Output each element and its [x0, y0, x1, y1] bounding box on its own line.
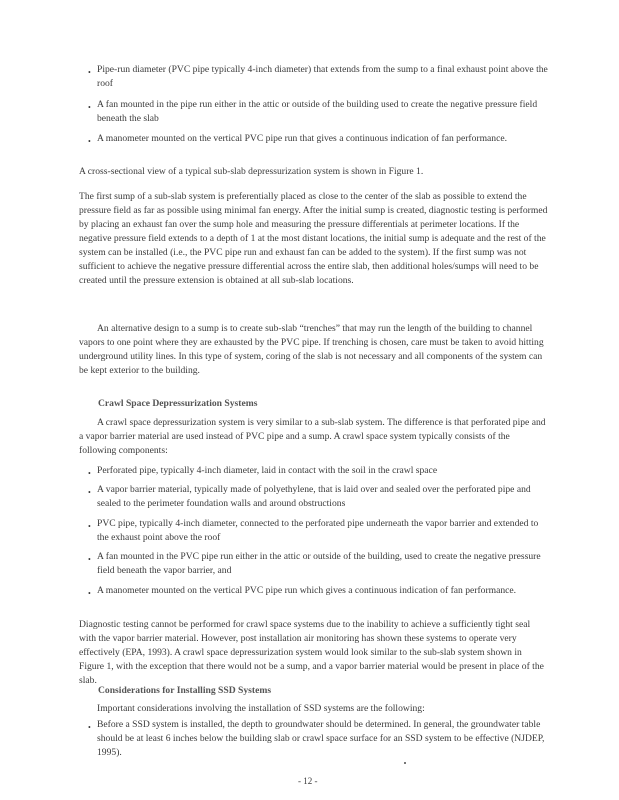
bullet-marker: •: [88, 137, 91, 146]
bullet-marker: •: [88, 589, 91, 598]
bullet-marker: •: [88, 68, 91, 77]
intro-bullet-text: A fan mounted in the pipe run either in the attic or outside of the building used to create the negative pressure field beneath the slab: [97, 99, 538, 124]
page-number: - 12 -: [298, 776, 318, 786]
crawl-bullet-text: PVC pipe, typically 4-inch diameter, connected to the perforated pipe underneath the vapor barrier and extended to the exhaust point above the roof: [97, 518, 539, 543]
paragraph-sump-placement: The first sump of a sub-slab system is preferentially placed as close to the center of the slab as possible to extend the pressure field as far as possible using minimal fan energy. After the initial sump is created, diagnostic testing is performed by placing an exhaust fan over the sump hole and measuring the pressure differentials at perimeter locations. If the negative pressure field extends to a depth of 1 at the most distant locations, the initial sump is adequate and the rest of the system can be installed (i.e., the PVC pipe run and exhaust fan can be added to the system). If the first sump was not sufficient to achieve the negative pressure differential across the entire slab, then additional holes/sumps will need to be created until the pressure extension is obtained at all sub-slab locations.: [79, 191, 548, 286]
figure-reference: A cross-sectional view of a typical sub-slab depressurization system is shown in Figure 1.: [79, 166, 424, 177]
consideration-bullet-text: Before a SSD system is installed, the depth to groundwater should be determined. In general, the groundwater table should be at least 6 inches below the building slab or crawl space surface for an SSD system to be effective (NJDEP, 1995).: [97, 719, 545, 758]
bullet-marker: •: [88, 103, 91, 112]
paragraph-trenches: An alternative design to a sump is to create sub-slab “trenches” that may run the length of the building to channel vapors to one point where they are exhausted by the PVC pipe. If trenching is chosen, care must be taken to avoid hitting underground utility lines. In this type of system, coring of the slab is not necessary and all components of the system can be kept exterior to the building.: [79, 323, 544, 376]
bullet-marker: •: [88, 488, 91, 497]
speck-mark: [404, 762, 406, 764]
paragraph-considerations-intro: Important considerations involving the installation of SSD systems are the following:: [97, 703, 425, 714]
crawl-bullet-text: A manometer mounted on the vertical PVC pipe run which gives a continuous indication of fan performance.: [97, 585, 517, 596]
bullet-marker: •: [88, 555, 91, 564]
crawl-bullet-text: A vapor barrier material, typically made of polyethylene, that is laid over and sealed over the perforated pipe and sealed to the perimeter foundation walls and around obstructions: [97, 484, 531, 509]
bullet-marker: •: [88, 469, 91, 478]
bullet-marker: •: [88, 723, 91, 732]
crawl-bullet-text: A fan mounted in the PVC pipe run either in the attic or outside of the building, used to create the negative pressure field beneath the vapor barrier, and: [97, 551, 541, 576]
paragraph-diagnostic-testing: Diagnostic testing cannot be performed for crawl space systems due to the inability to achieve a sufficiently tight seal with the vapor barrier material. However, post installation air monitoring has shown these systems to operate very effectively (EPA, 1993). A crawl space depressurization system would look similar to the sub-slab system shown in Figure 1, with the exception that there would not be a sump, and a vapor barrier material would be present in place of the slab.: [79, 619, 544, 686]
crawl-bullet-text: Perforated pipe, typically 4-inch diameter, laid in contact with the soil in the crawl space: [97, 465, 438, 476]
intro-bullet-text: A manometer mounted on the vertical PVC pipe run that gives a continuous indication of fan performance.: [97, 133, 508, 144]
paragraph-crawl-space: A crawl space depressurization system is very similar to a sub-slab system. The difference is that perforated pipe and a vapor barrier material are used instead of PVC pipe and a sump. A crawl space system typically consists of the following components:: [79, 417, 546, 456]
intro-bullet-text: Pipe-run diameter (PVC pipe typically 4-inch diameter) that extends from the sump to a final exhaust point above the roof: [97, 64, 548, 89]
crawl-space-heading: Crawl Space Depressurization Systems: [98, 398, 258, 409]
considerations-heading: Considerations for Installing SSD Systems: [98, 685, 272, 696]
bullet-marker: •: [88, 522, 91, 531]
